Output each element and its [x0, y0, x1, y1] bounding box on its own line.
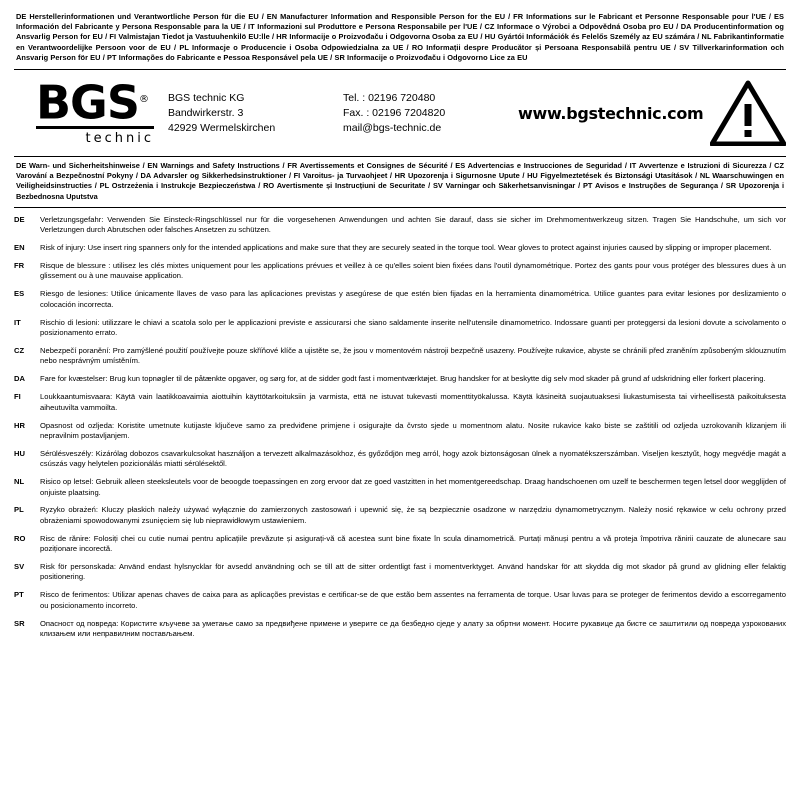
language-instruction-text: Verletzungsgefahr: Verwenden Sie Einsteck-Ringschlüssel nur für die vorgesehenen Anwendungen und achten Sie darauf, dass sie sicher im Drehmomentwerkzeug sitzen. Tragen Sie Handschuhe, um sich vor Verletzungen durch Abrutschen oder falsches Ansetzen zu schützen.	[40, 214, 786, 235]
language-instruction-text: Risco de ferimentos: Utilizar apenas chaves de caixa para as aplicações previstas e certificar-se de que estão bem assentes na ferramenta de torque. Usar luvas para se proteger de ferimentos devido a escorregamento ou posicionamento incorreto.	[40, 590, 786, 610]
company-telephone: Tel. : 02196 720480	[343, 91, 436, 104]
table-row	[14, 534, 786, 562]
table-row	[14, 449, 786, 477]
language-instruction-text: Risque de blessure : utilisez les clés mixtes uniquement pour les applications prévues et veillez à ce qu'elles soient bien fixées dans l'outil dynamométrique. Portez des gants pour vous protéger des blessures dues à un glissement ou à une mauvaise application.	[40, 261, 786, 281]
company-name: BGS technic KG	[168, 91, 245, 104]
warning-triangle-icon	[703, 80, 793, 146]
language-code: FI	[14, 392, 21, 402]
language-code: EN	[14, 243, 25, 253]
manufacturer-information-header: DE Herstellerinformationen und Verantwortliche Person für die EU / EN Manufacturer Information and Responsible Person for the EU / FR Informations sur le Fabricant et Personne Responsable pour l'UE / ES Información del Fabricante y Persona Responsable para la UE / IT Informazioni sul Produttore e Persona Responsabile per l'UE / CZ Informace o Výrobci a Odpovědná Osoba pro EU / DA Producentinformation og Ansvarlig Person for EU / FI Valmistajan Tiedot ja Vastuuhenkilö EU:lle / HR Informacije o Proizvođaču i Odgovorna Osoba za EU / HU Gyártói Információk és Felelős Személy az EU számára / NL Fabrikantinformatie en Verantwoordelijke Persoon voor de EU / PL Informacje o Producencie i Osoba Odpowiedzialna za UE / RO Informații despre Producător și Persoana Responsabilă pentru UE / SV Tillverkarinformation och Ansvarig Person för EU / PT Informações do Fabricante e Pessoa Responsável pela UE / SR Informacije o Proizvođaču i Odgovorno Lice za EU	[16, 12, 784, 62]
language-code: HU	[14, 448, 25, 458]
bgs-logo-wordmark	[36, 75, 149, 130]
table-row	[14, 392, 786, 420]
language-code: HR	[14, 420, 25, 430]
company-contact	[343, 91, 518, 136]
table-row	[14, 505, 786, 533]
language-code: DA	[14, 374, 25, 384]
language-instruction-text: Opasnost od ozljeda: Koristite umetnute kutijaste ključeve samo za predviđene primjene i osigurajte da čvrsto sjede u momentnom alatu. Nosite rukavice kako biste se zaštitili od ozljeda uzrokovanih klizanjem ili nepravilnim postavljanjem.	[40, 420, 786, 440]
bgs-logo	[18, 75, 168, 146]
table-row	[14, 261, 786, 289]
language-instruction-text: Loukkaantumisvaara: Käytä vain laatikkoavaimia aiottuihin käyttötarkoituksiin ja varmista, että ne istuvat tukevasti momenttityökalussa. Käytä käsineitä suojautuaksesi liukastumisesta tai virheellisestä paikoituksesta aiheutuvilta vammoilta.	[40, 392, 786, 412]
bgs-logo-subtext: technic	[85, 130, 154, 146]
language-code: DE	[14, 214, 25, 224]
language-code: PT	[14, 590, 24, 600]
table-row	[14, 215, 786, 243]
language-code: ES	[14, 289, 25, 299]
safety-instructions-body	[14, 215, 786, 647]
bgs-logo-text: BGS	[36, 75, 139, 130]
language-code: CZ	[14, 345, 25, 355]
language-code: SV	[14, 562, 25, 572]
language-instruction-text: Rischio di lesioni: utilizzare le chiavi a scatola solo per le applicazioni previste e assicurarsi che siano saldamente inserite nell'utensile dinamometrico. Indossare guanti per proteggersi da lesioni dovute a scivolamento o posizionamento errato.	[40, 317, 786, 338]
table-row	[14, 289, 786, 317]
company-email: mail@bgs-technic.de	[343, 121, 442, 134]
company-fax: Fax. : 02196 7204820	[343, 106, 446, 119]
table-row	[14, 346, 786, 374]
language-code: FR	[14, 261, 25, 271]
company-address	[168, 91, 343, 136]
language-code: NL	[14, 477, 25, 487]
language-instruction-text: Ryzyko obrażeń: Kluczy płaskich należy używać wyłącznie do zamierzonych zastosowań i upewnić się, że są bezpiecznie osadzone w narzędziu dynamometrycznym. Należy nosić rękawice w celu ochrony przed obrażeniami spowodowanymi zsunięciem się lub nieprawidłowym ustawieniem.	[40, 505, 786, 525]
language-instruction-text: Risico op letsel: Gebruik alleen steeksleutels voor de beoogde toepassingen en zorg ervoor dat ze goed vastzitten in het momentgereedschap. Draag handschoenen om uzelf te beschermen tegen letsel door wegglijden of onjuiste plaatsing.	[40, 477, 786, 497]
language-code: RO	[14, 533, 26, 543]
company-street: Bandwirkerstr. 3	[168, 106, 244, 119]
language-instruction-text: Risc de rănire: Folosiți chei cu cutie numai pentru aplicațiile prevăzute și asigurați-vă că acestea sunt bine fixate în scula dinamometrică. Purtați mănuși pentru a vă proteja împotriva rănirii cauzate de alunecare sau poziționare incorectă.	[40, 533, 786, 554]
warnings-title-header: DE Warn- und Sicherheitshinweise / EN Warnings and Safety Instructions / FR Avertissements et Consignes de Sécurité / ES Advertencias e Instrucciones de Seguridad / IT Avvertenze e Istruzioni di Sicurezza / CZ Varování a Bezpečnostní Pokyny / DA Advarsler og Sikkerhedsinstruktioner / FI Varoitus- ja Turvaohjeet / HR Upozorenja i Sigurnosne Upute / HU Figyelmeztetések és Biztonsági Utasítások / NL Waarschuwingen en Veiligheidsinstructies / PL Ostrzeżenia i Instrukcje Bezpieczeństwa / RO Avertismente și Instrucțiuni de Securitate / SV Varningar och Säkerhetsanvisningar / PT Avisos e Instruções de Segurança / SR Upozorenja i Bezbednosna Uputstva	[16, 161, 784, 201]
language-instruction-text: Riesgo de lesiones: Utilice únicamente llaves de vaso para las aplicaciones previstas y asegúrese de que estén bien fijadas en la herramienta dinamométrica. Utilice guantes para evitar lesiones por deslizamiento o colocación incorrecta.	[40, 289, 786, 309]
company-website: www.bgstechnic.com	[518, 103, 704, 123]
safety-instructions-table	[14, 215, 786, 647]
table-row	[14, 590, 786, 618]
language-code: PL	[14, 505, 24, 515]
company-city: 42929 Wermelskirchen	[168, 121, 276, 134]
registered-trademark-icon: ®	[138, 94, 149, 106]
language-code: SR	[14, 618, 25, 628]
language-code: IT	[14, 317, 21, 327]
table-row	[14, 477, 786, 505]
table-row	[14, 421, 786, 449]
language-instruction-text: Nebezpečí poranění: Pro zamýšlené použití používejte pouze skříňové klíče a ujistěte se, že jsou v momentovém nástroji bezpečně usazeny. Používejte rukavice, abyste se chránili před zraněním způsobeným sklouznutím nebo nesprávným umístěním.	[40, 345, 786, 366]
table-row	[14, 619, 786, 647]
table-row	[14, 374, 786, 392]
divider-bottom	[14, 207, 786, 208]
language-instruction-text: Sérülésveszély: Kizárólag dobozos csavarkulcsokat használjon a tervezett alkalmazásokhoz, és győződjön meg arról, hogy azok biztonságosan ülnek a nyomatékszerszámban. Viseljen kesztyűt, hogy megvédje magát a csúszás vagy helytelen pozicionálás miatti sérülésektől.	[40, 448, 786, 469]
company-info-block	[14, 70, 786, 156]
language-instruction-text: Risk för personskada: Använd endast hylsnycklar för avsedd användning och se till att de sitter ordentligt fast i momentverktyget. Använd handskar för att skydda dig mot skador på grund av glidning eller felaktig positionering.	[40, 562, 786, 582]
language-instruction-text: Fare for kvæstelser: Brug kun topnøgler til de påtænkte opgaver, og sørg for, at de sidder godt fast i momentværktøjet. Brug handsker for at beskytte dig selv mod skader på grund af udskridning eller forkert placering.	[40, 374, 766, 384]
table-row	[14, 243, 786, 261]
table-row	[14, 562, 786, 590]
table-row	[14, 318, 786, 346]
language-instruction-text: Опасност од повреда: Користите кључеве за уметање само за предвиђене примене и уверите се да безбедно сједе у алату за обртни момент. Носите рукавице да бисте се заштитили од повреда узрокованих клизањем или неправилним постављањем.	[40, 618, 786, 639]
language-instruction-text: Risk of injury: Use insert ring spanners only for the intended applications and make sure that they are securely seated in the torque tool. Wear gloves to protect against injuries caused by slipping or improper placement.	[40, 243, 772, 253]
